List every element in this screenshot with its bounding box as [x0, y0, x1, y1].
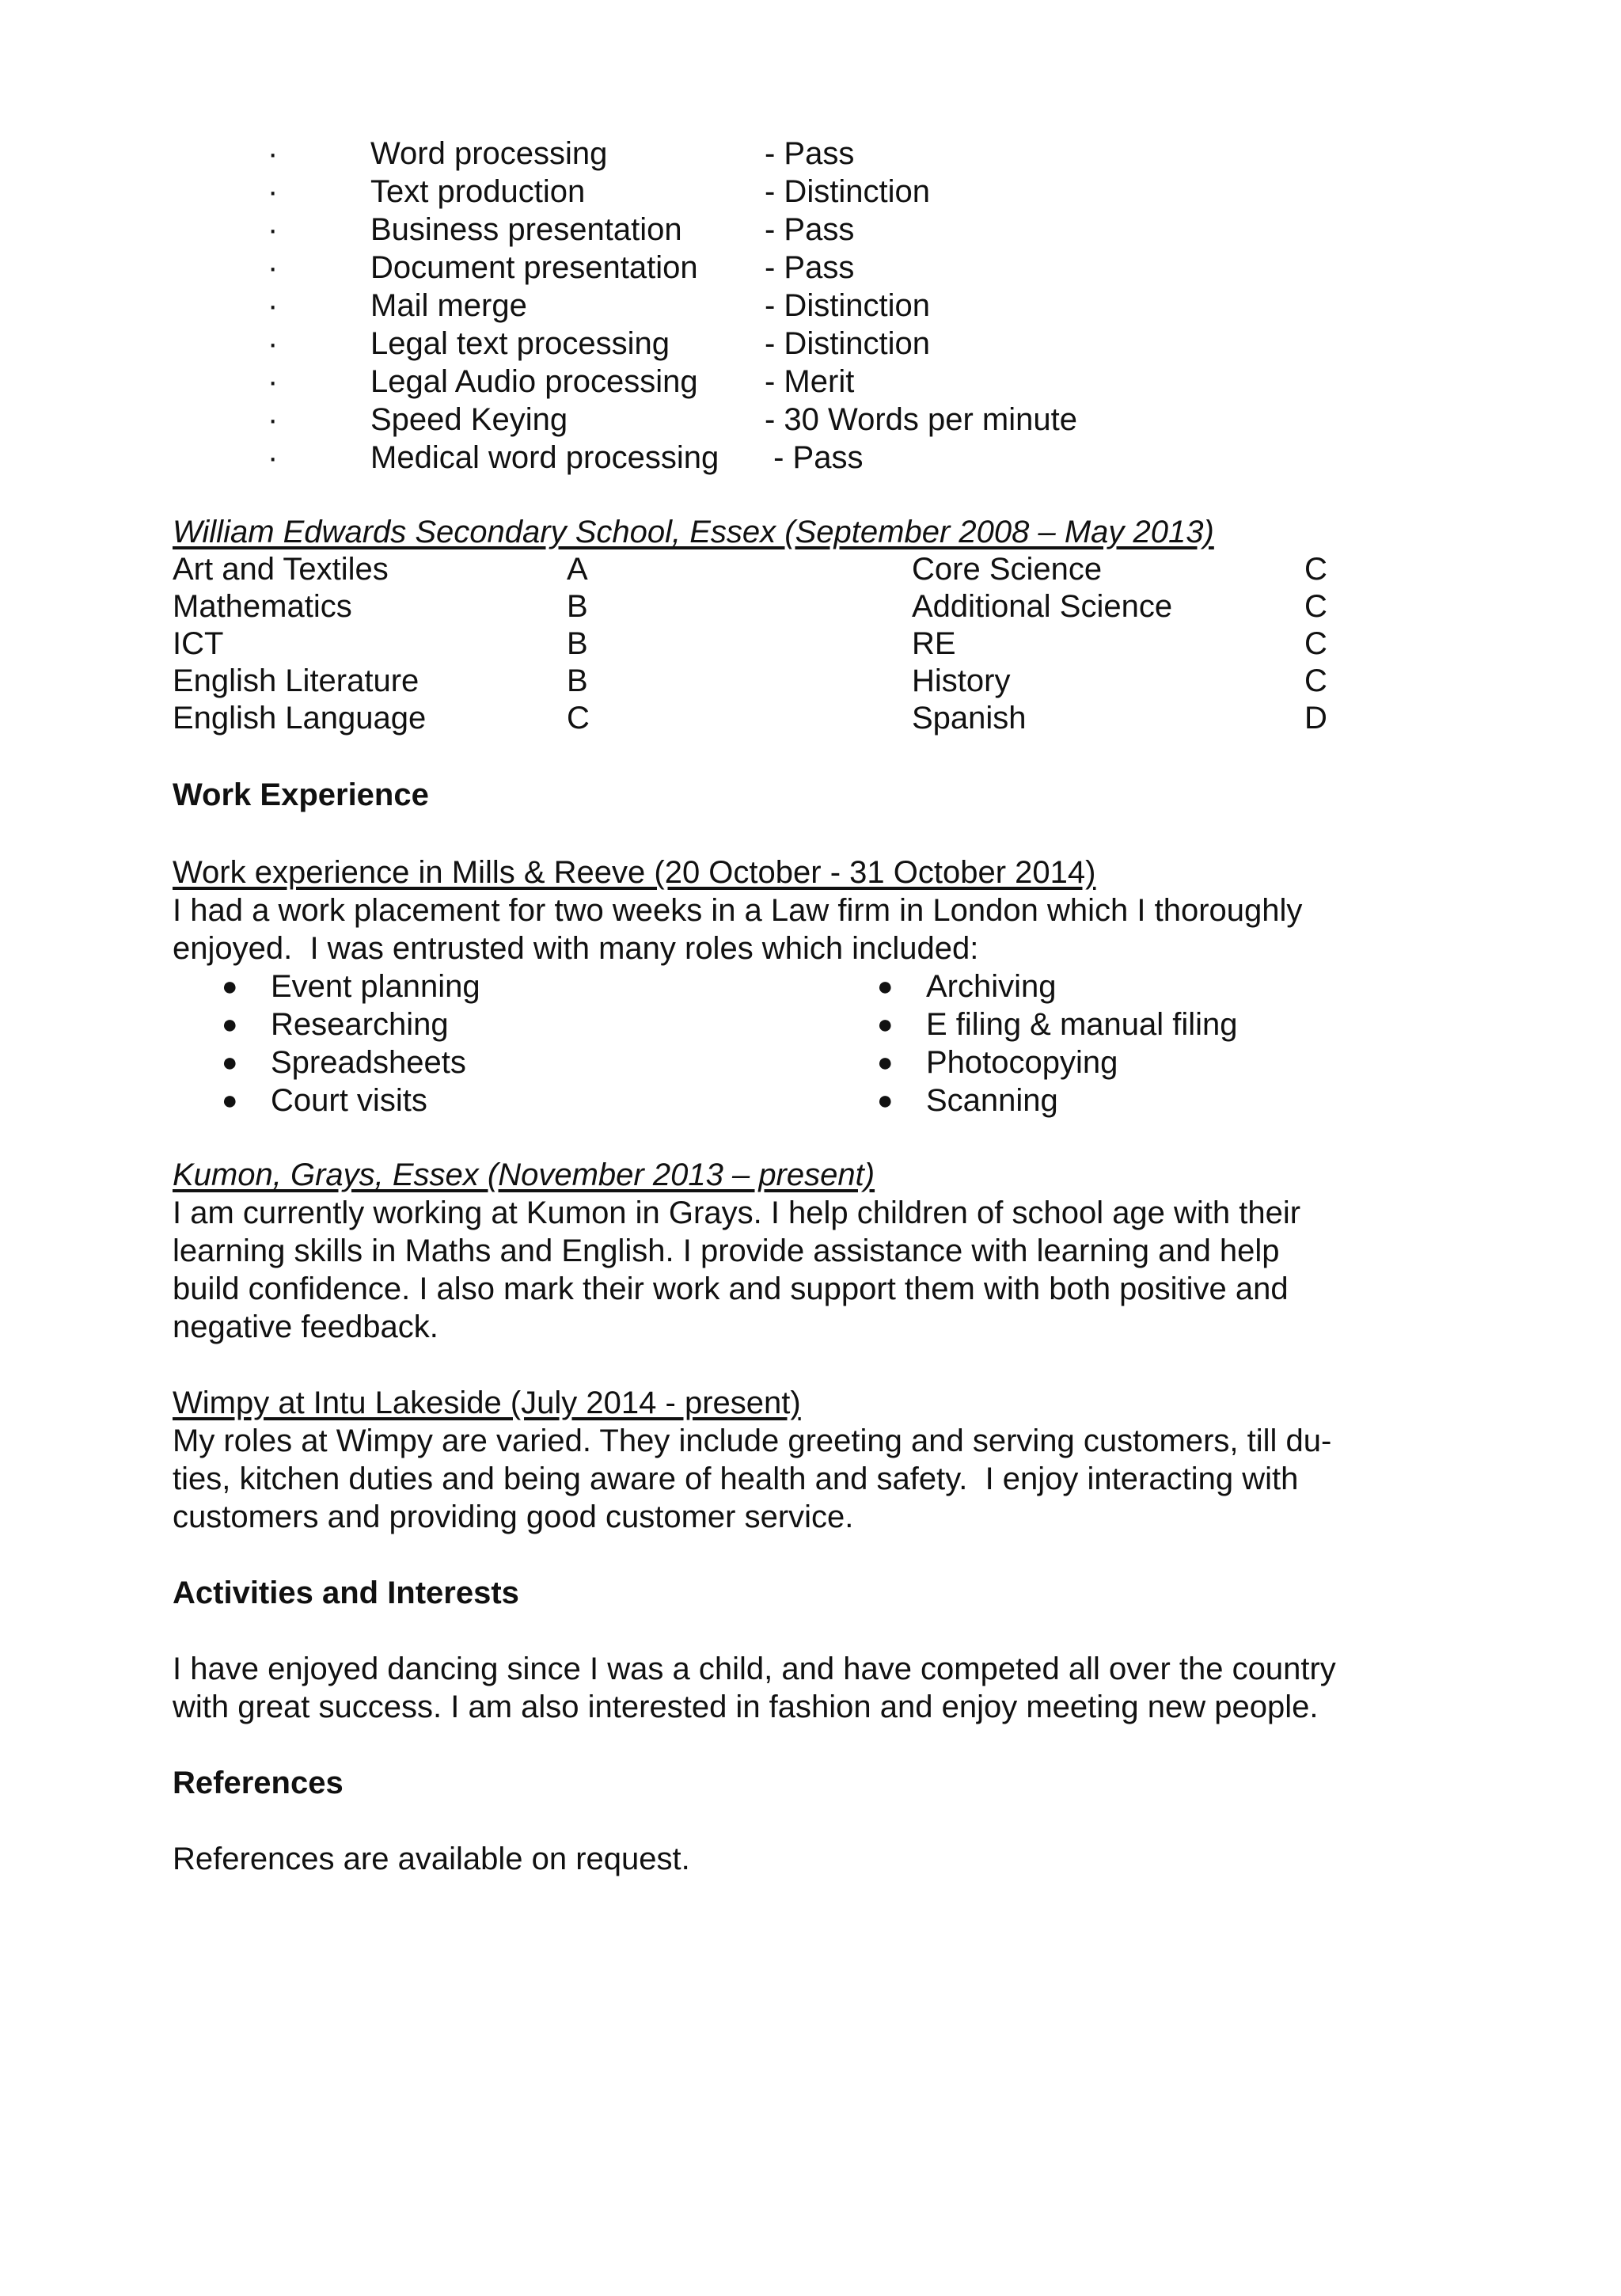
subject: Art and Textiles [173, 552, 389, 587]
qualification-item [268, 363, 1217, 401]
list-item [173, 1043, 1360, 1081]
paragraph-line: ties, kitchen duties and being aware of health and safety. I enjoy interacting with [173, 1462, 1299, 1496]
grade: C [1304, 552, 1327, 587]
list-item [173, 1005, 1360, 1043]
grade: A [567, 552, 588, 587]
qualification-name: Business presentation [370, 212, 682, 247]
qualification-name: Word processing [370, 136, 608, 171]
bullet-dot: · [268, 288, 279, 323]
qualification-name: Medical word processing [370, 440, 719, 475]
list-item [173, 1081, 1360, 1119]
roles-bullet-list [173, 967, 1360, 1119]
qualification-list [268, 135, 1217, 477]
grade: C [1304, 626, 1327, 661]
activities-text [173, 1650, 1384, 1726]
job-title-wimpy: Wimpy at Intu Lakeside (July 2014 - present) [173, 1386, 801, 1420]
subject: Additional Science [912, 589, 1173, 624]
qualification-name: Text production [370, 174, 586, 209]
grade-row [173, 700, 1360, 737]
references-text [173, 1840, 1384, 1878]
qualification-grade: - Distinction [765, 174, 930, 209]
paragraph-line: with great success. I am also interested in fashion and enjoy meeting new people. [173, 1690, 1319, 1724]
work-experience-heading: Work Experience [173, 777, 429, 812]
bullet-icon: ● [877, 971, 894, 1002]
subject: RE [912, 626, 956, 661]
subject: History [912, 663, 1011, 698]
qualification-grade: - Merit [765, 364, 855, 399]
qualification-item [268, 249, 1217, 287]
qualification-grade: - 30 Words per minute [765, 402, 1077, 437]
grade: C [1304, 663, 1327, 698]
school-heading: William Edwards Secondary School, Essex (September 2008 – May 2013) [173, 515, 1214, 549]
qualification-grade: - Pass [765, 440, 864, 475]
subject: English Literature [173, 663, 419, 698]
qualification-grade: - Pass [765, 250, 855, 285]
grade-row [173, 551, 1360, 588]
role-item: Court visits [271, 1083, 427, 1118]
role-item: E filing & manual filing [926, 1007, 1238, 1042]
job-title-kumon: Kumon, Grays, Essex (November 2013 – present) [173, 1158, 875, 1192]
activities-heading: Activities and Interests [173, 1576, 519, 1610]
bullet-icon: ● [222, 1047, 238, 1078]
bullet-icon: ● [222, 1085, 238, 1116]
grade: B [567, 663, 588, 698]
subject: ICT [173, 626, 224, 661]
role-item: Scanning [926, 1083, 1058, 1118]
paragraph-line: I have enjoyed dancing since I was a child, and have competed all over the country [173, 1652, 1336, 1686]
bullet-icon: ● [222, 971, 238, 1002]
qualification-item [268, 401, 1217, 439]
bullet-icon: ● [222, 1009, 238, 1040]
grade: C [567, 701, 590, 736]
paragraph-line: My roles at Wimpy are varied. They include greeting and serving customers, till du- [173, 1424, 1332, 1458]
references-heading: References [173, 1766, 344, 1800]
qualification-item [268, 439, 1217, 477]
role-item: Photocopying [926, 1045, 1118, 1080]
qualification-item [268, 325, 1217, 363]
bullet-dot: · [268, 402, 279, 437]
paragraph-line: learning skills in Maths and English. I provide assistance with learning and help [173, 1234, 1280, 1268]
qualification-name: Document presentation [370, 250, 698, 285]
grade-row [173, 663, 1360, 700]
qualification-name: Mail merge [370, 288, 527, 323]
role-item: Event planning [271, 969, 480, 1004]
qualification-item [268, 211, 1217, 249]
grade-row [173, 625, 1360, 663]
list-item [173, 967, 1360, 1005]
bullet-icon: ● [877, 1085, 894, 1116]
role-item: Spreadsheets [271, 1045, 466, 1080]
role-item: Archiving [926, 969, 1057, 1004]
bullet-dot: · [268, 326, 279, 361]
paragraph-line: customers and providing good customer service. [173, 1500, 854, 1534]
qualification-grade: - Distinction [765, 288, 930, 323]
paragraph-line: References are available on request. [173, 1842, 690, 1876]
grade-row [173, 588, 1360, 625]
bullet-dot: · [268, 136, 279, 171]
qualification-name: Legal text processing [370, 326, 670, 361]
bullet-dot: · [268, 174, 279, 209]
grade: B [567, 589, 588, 624]
bullet-icon: ● [877, 1047, 894, 1078]
role-item: Researching [271, 1007, 449, 1042]
grades-table [173, 551, 1360, 737]
qualification-grade: - Pass [765, 212, 855, 247]
subject: English Language [173, 701, 427, 736]
qualification-grade: - Pass [765, 136, 855, 171]
subject: Spanish [912, 701, 1027, 736]
paragraph-line: build confidence. I also mark their work and support them with both positive and [173, 1272, 1289, 1306]
paragraph-line: negative feedback. [173, 1310, 438, 1344]
job-description-mills-reeve [173, 891, 1384, 967]
paragraph-line: enjoyed. I was entrusted with many roles which included: [173, 931, 979, 966]
job-description-kumon [173, 1194, 1384, 1346]
paragraph-line: I had a work placement for two weeks in a Law firm in London which I thoroughly [173, 893, 1303, 928]
grade: B [567, 626, 588, 661]
job-title-mills-reeve: Work experience in Mills & Reeve (20 October - 31 October 2014) [173, 855, 1096, 890]
bullet-icon: ● [877, 1009, 894, 1040]
qualification-grade: - Distinction [765, 326, 930, 361]
grade: D [1304, 701, 1327, 736]
qualification-item [268, 287, 1217, 325]
bullet-dot: · [268, 364, 279, 399]
grade: C [1304, 589, 1327, 624]
qualification-name: Legal Audio processing [370, 364, 698, 399]
paragraph-line: I am currently working at Kumon in Grays. I help children of school age with their [173, 1196, 1301, 1230]
bullet-dot: · [268, 440, 279, 475]
bullet-dot: · [268, 250, 279, 285]
subject: Core Science [912, 552, 1103, 587]
qualification-name: Speed Keying [370, 402, 568, 437]
job-description-wimpy [173, 1422, 1384, 1536]
qualification-item [268, 173, 1217, 211]
qualification-item [268, 135, 1217, 173]
subject: Mathematics [173, 589, 352, 624]
bullet-dot: · [268, 212, 279, 247]
